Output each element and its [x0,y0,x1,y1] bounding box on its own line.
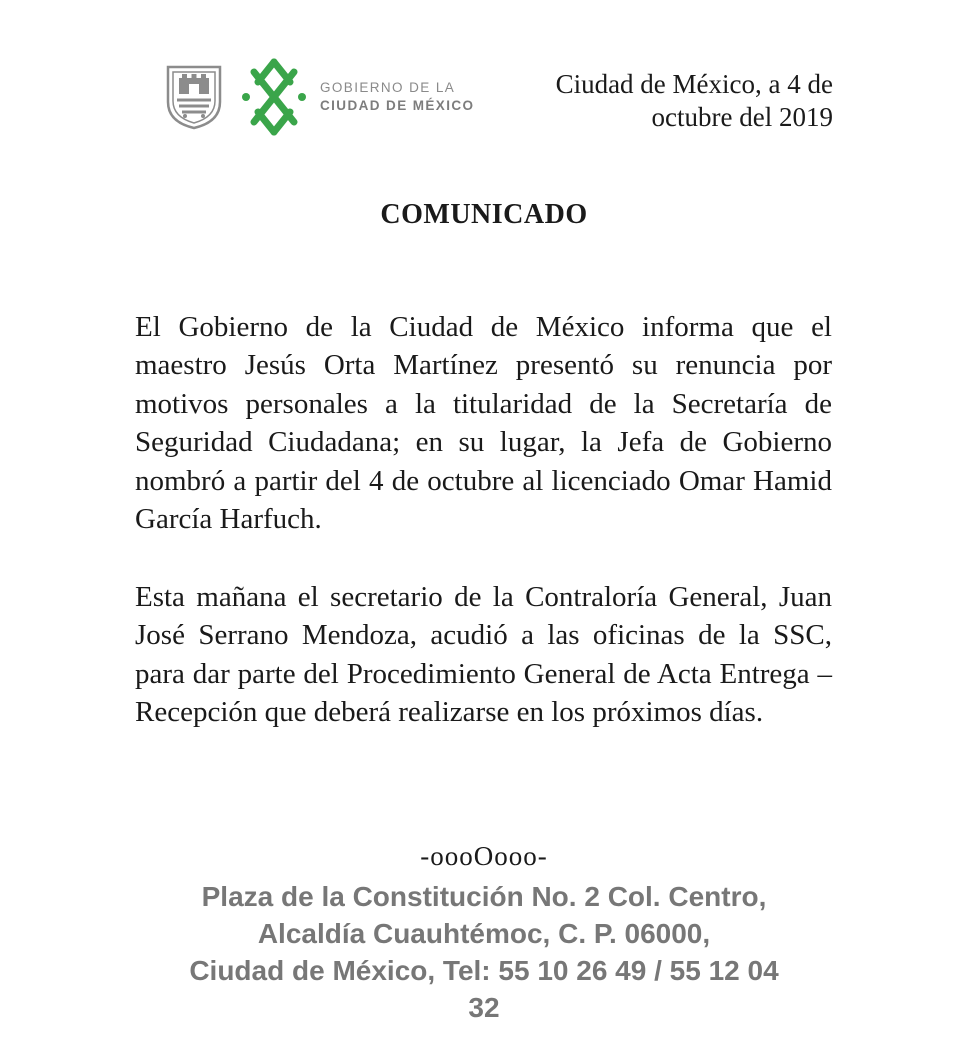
footer-line4: 32 [468,992,500,1023]
footer-line3: Ciudad de México, Tel: 55 10 26 49 / 55 12 04 [189,955,779,986]
wordmark-line2: CIUDAD DE MÉXICO [320,98,475,113]
body-paragraph-2: Esta mañana el secretario de la Contraloría General, Juan José Serrano Mendoza, acudió a las oficinas de la SSC, para dar parte del Procedimiento General de Acta Entrega – Recepción que deberá realizarse en los próximos días. [135,581,832,729]
wordmark-line1: GOBIERNO DE LA [320,80,456,95]
footer-address [140,878,828,1026]
date-line2: octubre del 2019 [651,102,833,132]
government-wordmark [320,79,490,115]
footer-line2: Alcaldía Cuauhtémoc, C. P. 06000, [257,918,711,949]
cdmx-brand-mark-icon [240,58,308,136]
body-paragraph-1: El Gobierno de la Ciudad de México informa que el maestro Jesús Orta Martínez presentó su renuncia por motivos personales a la titularidad de la Secretaría de Seguridad Ciudadana; en su lugar, la Jefa de Gobierno nombró a partir del 4 de octubre al licenciado Omar Hamid García Harfuch. [135,311,832,536]
document-date [513,68,833,134]
document-title: COMUNICADO [380,199,588,230]
city-coat-of-arms-icon [165,64,223,130]
footer-line1: Plaza de la Constitución No. 2 Col. Centro, [201,881,767,912]
section-separator: -oooOooo- [420,841,548,871]
date-line1: Ciudad de México, a 4 de [555,69,833,99]
